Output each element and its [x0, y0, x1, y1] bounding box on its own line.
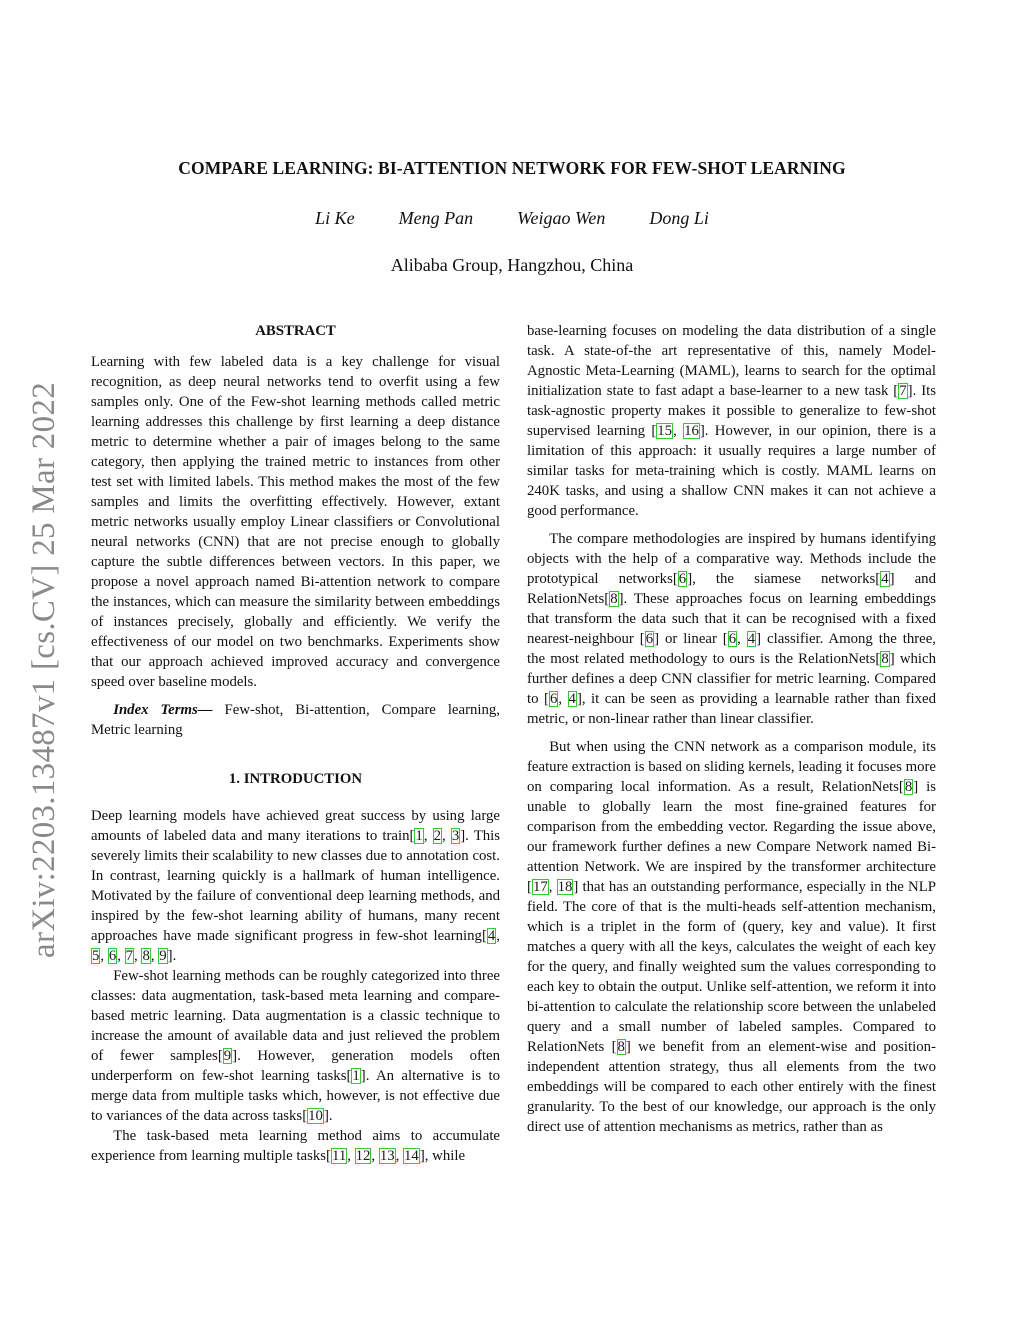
citation-link[interactable]: 8	[617, 1039, 625, 1055]
index-terms	[91, 700, 500, 740]
paragraph-text: .	[172, 948, 177, 964]
citation-link[interactable]: 8	[610, 591, 618, 607]
paragraph-text: , it can be seen as providing a learnable rather than fixed metric, or non-linear rather than linear classifier.	[527, 691, 936, 727]
citation-link[interactable]: 9	[223, 1048, 232, 1064]
index-terms-text: Few-shot, Bi-attention, Compare learning, Metric learning	[91, 702, 501, 738]
paragraph-text: , the siamese networks	[692, 571, 876, 587]
paragraph-text: and RelationNets	[527, 571, 936, 607]
paragraph-text: . This severely limits their scalability to new classes due to annotation cost. In contrast, learning quickly is a hallmark of human intelligence. Motivated by the failure of conventional deep learning methods, and inspired by the few-shot learning ability of humans, many recent approaches have made significant progress in few-shot learning	[91, 828, 500, 944]
citation-link[interactable]: 7	[899, 383, 907, 399]
intro-paragraph-1: Deep learning models have achieved great success by using large amounts of labeled data and many iterations to train[1, 2, 3]. This severely limits their scalability to new classes due to annotation cost. In contrast, learning quickly is a hallmark of human intelligence. Motivated by the failure of conventional deep learning methods, and inspired by the few-shot learning ability of humans, many recent approaches have made significant progress in few-shot learning[4, 5, 6, 7, 8, 9].	[91, 808, 500, 964]
paragraph-text: is unable to globally learn the most fine-grained features for comparison from the embedding vector. Regarding the issue above, our framework further defines a new Compare Network named Bi-attention Network. We are inspired by the transformer architecture	[527, 779, 937, 875]
citation-link[interactable]: 1	[415, 828, 423, 844]
citation-link[interactable]: 11	[331, 1148, 347, 1164]
citation-link[interactable]: 3	[451, 828, 460, 844]
citation-link[interactable]: 6	[728, 631, 737, 647]
paragraph-text: classifier. Among the three, the most related methodology to ours is the RelationNets	[527, 631, 936, 667]
paragraph-text: . However, in our opinion, there is a limitation of this approach: it usually requires a large number of similar tasks for meta-training which is costly. MAML learns on 240K tasks, and using a shallow CNN makes it can not achieve a good performance.	[527, 423, 936, 519]
intro-paragraph-5: The compare methodologies are inspired by humans identifying objects with the help of a comparative way. Methods include the prototypical networks[6], the siamese networks[4] and RelationNets[8]. These approaches focus on learning embeddings that transform the data such that it can be recognised with a fixed nearest-neighbour [6] or linear [6, 4] classifier. Among the three, the most related methodology to ours is the RelationNets[8] which further defines a deep CNN classifier for metric learning. Compared to [6, 4], it can be seen as providing a learnable rather than fixed metric, or non-linear rather than linear classifier.	[527, 531, 936, 727]
paragraph-text: . However, generation models often underperform on few-shot learning tasks	[91, 1048, 500, 1084]
paragraph-text: . These approaches focus on learning embeddings that transform the data such that it can be recognised with a fixed nearest-neighbour	[527, 591, 936, 647]
intro-paragraph-2: Few-shot learning methods can be roughly categorized into three classes: data augmentation, task-based meta learning and compare-based metric learning. Data augmentation is a classic technique to increase the amount of available data and just relieved the problem of fewer samples[9]. However, generation models often underperform on few-shot learning tasks[1]. An alternative is to merge data from multiple tasks which, however, is not effective due to variances of the data across tasks[10].	[91, 968, 500, 1124]
paragraph-text: that has an outstanding performance, especially in the NLP field. The core of that is the multi-heads self-attention mechanism, which is a triplet in the form of (query, key and value). It first matches a query with all the keys, calculates the weight of each key for the query, and finally weighted sum the values corresponding to each key to obtain the output. Unlike self-attention, we reform it into bi-attention to calculate the relationship score between the unlabeled query and a small number of labeled samples. Compared to RelationNets	[527, 879, 936, 1055]
citation-link[interactable]: 8	[881, 651, 889, 667]
author-name: Li Ke	[315, 208, 355, 228]
citation-link[interactable]: 16	[684, 423, 699, 439]
arxiv-identifier[interactable]: arXiv:2203.13487v1 [cs.CV] 25 Mar 2022	[26, 382, 62, 958]
paragraph-text: Few-shot learning methods can be roughly categorized into three classes: data augmentation, task-based meta learning and compare-based metric learning. Data augmentation is a classic technique to increase the amount of available data and just relieved the problem of fewer samples	[91, 968, 500, 1064]
paragraph-text: . Its task-agnostic property makes it possible to generalize to few-shot supervised learning	[527, 383, 936, 439]
citation-link[interactable]: 7	[125, 948, 134, 964]
citation-link[interactable]: 13	[379, 1148, 395, 1164]
index-terms-label: Index Terms—	[113, 702, 213, 718]
section-heading: 1. INTRODUCTION	[228, 771, 363, 787]
citation-link[interactable]: 6	[108, 948, 117, 964]
citation-link[interactable]: 8	[904, 779, 913, 795]
citation-link[interactable]: 18	[557, 879, 573, 895]
citation-link[interactable]: 14	[404, 1148, 419, 1164]
right-column	[527, 321, 936, 1137]
paragraph-text: But when using the CNN network as a comparison module, its feature extraction is based on sliding kernels, leading it focuses more on comparing local information. As a result, RelationNets	[527, 739, 936, 795]
paragraph-text: we benefit from an element-wise and position-independent attention strategy, thus all elements from the two embeddings will be compared to each other entirely with the finest granularity. To the best of our knowledge, our approach is the only direct use of attention mechanisms as metrics, rather than as	[527, 1039, 936, 1135]
paragraph-text: . An alternative is to merge data from multiple tasks which, however, is not effective due to variances of the data across tasks	[91, 1068, 500, 1124]
abstract-heading: ABSTRACT	[255, 323, 336, 339]
paragraph-text: The compare methodologies are inspired by humans identifying objects with the help of a comparative way. Methods include the prototypical networks	[527, 531, 936, 587]
paragraph-text: , while	[424, 1148, 466, 1164]
author-name: Dong Li	[649, 208, 709, 228]
citation-link[interactable]: 4	[487, 928, 496, 944]
paragraph-text: The task-based meta learning method aims to accumulate experience from learning multiple tasks	[91, 1128, 500, 1164]
intro-paragraph-6: But when using the CNN network as a comparison module, its feature extraction is based on sliding kernels, leading it focuses more on comparing local information. As a result, RelationNets[8] is unable to globally learn the most fine-grained features for comparison from the embedding vector. Regarding the issue above, our framework further defines a new Compare Network named Bi-attention Network. We are inspired by the transformer architecture [17, 18] that has an outstanding performance, especially in the NLP field. The core of that is the multi-heads self-attention mechanism, which is a triplet in the form of (query, key and value). It first matches a query with all the keys, calculates the weight of each key for the query, and finally weighted sum the values corresponding to each key to obtain the output. Unlike self-attention, we reform it into bi-attention to calculate the relationship score between the unlabeled query and a small number of labeled samples. Compared to RelationNets [8] we benefit from an element-wise and position-independent attention strategy, thus all elements from the two embeddings will be compared to each other entirely with the finest granularity. To the best of our knowledge, our approach is the only direct use of attention mechanisms as metrics, rather than as	[527, 739, 937, 1135]
paragraph-text: or linear	[659, 631, 723, 647]
intro-paragraph-3: The task-based meta learning method aims to accumulate experience from learning multiple tasks[11, 12, 13, 14], while	[91, 1128, 500, 1164]
author-list	[250, 208, 774, 229]
citation-link[interactable]: 6	[645, 631, 654, 647]
citation-link[interactable]: 15	[657, 423, 673, 439]
paragraph-text: .	[328, 1108, 333, 1124]
abstract-text: Learning with few labeled data is a key challenge for visual recognition, as deep neural networks tend to overfit using a few samples only. One of the Few-shot learning methods called metric learning addresses this challenge by first learning a deep distance metric to determine whether a pair of images belong to the same category, then applying the trained metric to instances from other test set with limited labels. This method makes the most of the few samples and limits the overfitting effectively. However, extant metric networks usually employ Linear classifiers or Convolutional neural networks (CNN) that are not precise enough to globally capture the subtle differences between vectors. In this paper, we propose a novel approach named Bi-attention network to compare the instances, which can measure the similarity between embeddings of instances precisely, globally and efficiently. We verify the effectiveness of our model on two benchmarks. Experiments show that our approach achieved improved accuracy and convergence speed over baseline models.	[91, 354, 500, 690]
citation-link[interactable]: 6	[678, 571, 687, 587]
paragraph-text: base-learning focuses on modeling the data distribution of a single task. A state-of-the art representative of this, namely Model-Agnostic Meta-Learning (MAML), learns to search for the optimal initialization state to fast adapt a base-learner to a new task	[527, 323, 936, 399]
citation-link[interactable]: 5	[92, 948, 100, 964]
paper-title: COMPARE LEARNING: BI-ATTENTION NETWORK FOR FEW-SHOT LEARNING	[178, 158, 846, 178]
author-name: Weigao Wen	[517, 208, 606, 228]
left-column	[91, 321, 500, 1166]
author-name: Meng Pan	[398, 208, 474, 228]
citation-link[interactable]: 2	[433, 828, 442, 844]
citation-link[interactable]: 8	[142, 948, 150, 964]
intro-paragraph-4: base-learning focuses on modeling the data distribution of a single task. A state-of-the art representative of this, namely Model-Agnostic Meta-Learning (MAML), learns to search for the optimal initialization state to fast adapt a base-learner to a new task [7]. Its task-agnostic property makes it possible to generalize to few-shot supervised learning [15, 16]. However, in our opinion, there is a limitation of this approach: it usually requires a large number of similar tasks for meta-training which is costly. MAML learns on 240K tasks, and using a shallow CNN makes it can not achieve a good performance.	[527, 323, 936, 519]
citation-link[interactable]: 4	[881, 571, 889, 587]
citation-link[interactable]: 12	[355, 1148, 371, 1164]
citation-link[interactable]: 9	[159, 948, 167, 964]
paragraph-text: Deep learning models have achieved great success by using large amounts of labeled data and many iterations to train	[91, 808, 500, 844]
affiliation: Alibaba Group, Hangzhou, China	[390, 255, 634, 275]
citation-link[interactable]: 4	[747, 631, 756, 647]
citation-link[interactable]: 10	[308, 1108, 323, 1124]
citation-link[interactable]: 4	[568, 691, 576, 707]
citation-link[interactable]: 1	[352, 1068, 360, 1084]
citation-link[interactable]: 17	[532, 879, 548, 895]
citation-link[interactable]: 6	[549, 691, 558, 707]
paragraph-text: which further defines a deep CNN classifier for metric learning. Compared to	[527, 651, 936, 707]
